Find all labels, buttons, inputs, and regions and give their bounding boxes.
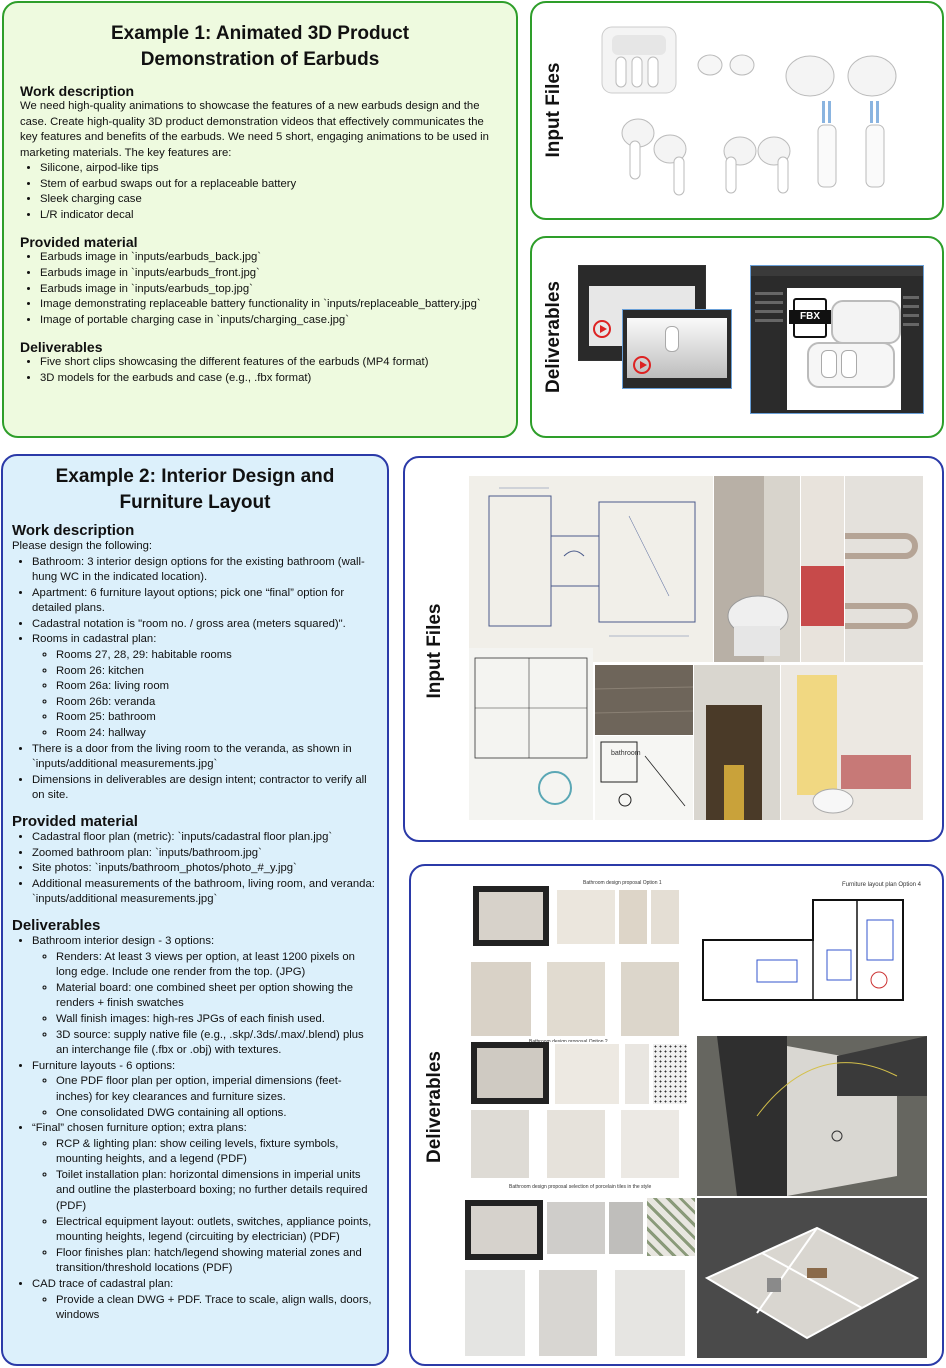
bathroom-photo-2 [801, 476, 844, 662]
bathroom-photo-3 [845, 476, 923, 662]
floor-tile-photo [595, 665, 693, 735]
play-icon [593, 320, 611, 338]
ex2-input-files-label: Input Files [424, 603, 445, 699]
list-item: • Five short clips showcasing the different features of the earbuds (MP4 format) [40, 355, 500, 371]
bathroom-option-1-board: Bathroom design proposal Option 1 [469, 880, 695, 1036]
furniture-layout-plan: Furniture layout plan Option 4 [697, 880, 927, 1040]
ex2-deliverables-panel [409, 864, 944, 1366]
ex2-input-files-panel [403, 456, 944, 842]
example1-title: Example 1: Animated 3D Product Demonstration of Earbuds [110, 23, 410, 70]
ex2-provided-list [12, 830, 378, 908]
list-item: ◦ RCP & lighting plan: show ceiling levels, fixture symbols, mounting heights, and a legend (PDF) [56, 1137, 378, 1168]
list-item: • Cadastral floor plan (metric): `inputs/cadastral floor plan.jpg` [32, 830, 378, 846]
list-item: • Bathroom interior design - 3 options: ◦ Renders: At least 3 views per option, at least 1200 pixels on long edge. Include one render from the top. (JPG) ◦ Material board: one combined sheet per option showing the renders + finish swatches ◦ Wall finish images: high-res JPGs of each finish used. ◦ 3D source: supply native file (e.g., .skp/.3ds/.max/.blend) plus an interchange file (.fbx or .obj) with textures. [32, 934, 378, 1059]
list-item: • There is a door from the living room to the veranda, as shown in `inputs/additional measurements.jpg` [32, 742, 378, 773]
list-item: • Site photos: `inputs/bathroom_photos/photo_#_y.jpg` [32, 861, 378, 877]
example1-panel [2, 1, 518, 438]
list-item: ◦ Renders: At least 3 views per option, at least 1200 pixels on long edge. Include one render from the top. (JPG) [56, 950, 378, 981]
example2-panel [1, 454, 389, 1366]
ex2-deliverables-heading: Deliverables [12, 916, 101, 934]
list-item: • Zoomed bathroom plan: `inputs/bathroom.jpg` [32, 846, 378, 862]
ex2-provided-heading: Provided material [12, 813, 138, 830]
list-item: ◦ Floor finishes plan: hatch/legend showing material zones and transition/threshold locations (PDF) [56, 1246, 378, 1277]
ex1-deliverables-panel [530, 236, 944, 438]
video-thumbnail-2 [622, 309, 732, 389]
ex2-deliverables-label: Deliverables [424, 1051, 445, 1163]
ex1-deliverables-list [20, 355, 500, 386]
ex1-work-text: We need high-quality animations to showcase the features of a new earbuds design and the case. Create high-quality 3D product demonstration videos that effectively communicates the key features and benefits of the earbuds. We need 5 short, engaging animations to be used in marketing materials. The key features are: [20, 100, 489, 159]
earbuds-images [600, 21, 940, 211]
list-item: • Dimensions in deliverables are design intent; contractor to verify all on site. [32, 773, 378, 804]
list-item: ◦ Provide a clean DWG + PDF. Trace to scale, align walls, doors, windows [56, 1293, 378, 1324]
3d-apartment-model [697, 1198, 927, 1358]
bathroom-photo-1 [714, 476, 800, 662]
list-item: ◦ Rooms 27, 28, 29: habitable rooms [56, 648, 378, 664]
list-item: • Silicone, airpod-like tips [40, 161, 500, 177]
play-icon [633, 356, 651, 374]
bathtub-photo [781, 665, 923, 820]
ex1-input-files-panel [530, 1, 944, 220]
hallway-photo [694, 665, 780, 820]
list-item: • Stem of earbud swaps out for a replaceable battery [40, 177, 500, 193]
list-item: • Additional measurements of the bathroom, living room, and veranda: `inputs/additional measurements.jpg` [32, 877, 378, 908]
list-item: ◦ Room 24: hallway [56, 726, 378, 742]
list-item: • Earbuds image in `inputs/earbuds_front.jpg` [40, 266, 500, 282]
ex1-features-list [20, 161, 500, 223]
list-item: • CAD trace of cadastral plan: ◦ Provide a clean DWG + PDF. Trace to scale, align walls, doors, windows [32, 1277, 378, 1324]
list-item: ◦ One PDF floor plan per option, imperial dimensions (feet-inches) for key clearances and furniture sizes. [56, 1074, 378, 1105]
bathroom-option-3-board [463, 1198, 695, 1362]
bathroom-option-2-board: Bathroom design proposal selection of porcelain tiles in the style [469, 1042, 695, 1194]
fbx-file-icon [793, 298, 827, 338]
ex1-provided-list [20, 250, 500, 328]
ex2-work-intro: Please design the following: [12, 540, 153, 552]
list-item: ◦ 3D source: supply native file (e.g., .skp/.3ds/.max/.blend) plus an interchange file (.fbx or .obj) with textures. [56, 1028, 378, 1059]
sketch-label: bathroom [611, 750, 641, 757]
list-item: • “Final” chosen furniture option; extra plans: ◦ RCP & lighting plan: show ceiling levels, fixture symbols, mounting heights, and a legend (PDF) ◦ Toilet installation plan: horizontal dimensions in imperial units and outline the plasterboard boxing; no further details required (PDF) ◦ Electrical equipment layout: outlets, switches, appliance points, mounting heights, legend (circuiting by electrician) (PDF) ◦ Floor finishes plan: hatch/legend showing material zones and transition/threshold locations (PDF) [32, 1121, 378, 1277]
list-item: ◦ One consolidated DWG containing all options. [56, 1106, 378, 1122]
list-item: • Sleek charging case [40, 192, 500, 208]
ex2-deliverables-list [12, 934, 378, 1324]
list-item: ◦ Room 26b: veranda [56, 695, 378, 711]
list-item: ◦ Room 26: kitchen [56, 664, 378, 680]
list-item: • Image of portable charging case in `inputs/charging_case.jpg` [40, 313, 500, 329]
list-item: ◦ Wall finish images: high-res JPGs of each finish used. [56, 1012, 378, 1028]
ex1-deliverables-heading: Deliverables [20, 339, 103, 356]
list-item: • Rooms in cadastral plan: ◦ Rooms 27, 28, 29: habitable rooms ◦ Room 26: kitchen ◦ Room 26a: living room ◦ Room 26b: veranda ◦ Room 25: bathroom ◦ Room 24: hallway [32, 632, 378, 741]
floor-plan-sketch [469, 476, 713, 662]
list-item: • Earbuds image in `inputs/earbuds_back.jpg` [40, 250, 500, 266]
bathroom-sketch [595, 736, 693, 820]
list-item: • Image demonstrating replaceable battery functionality in `inputs/replaceable_battery.jpg` [40, 297, 500, 313]
list-item: ◦ Material board: one combined sheet per option showing the renders + finish swatches [56, 981, 378, 1012]
list-item: ◦ Room 25: bathroom [56, 710, 378, 726]
ex2-work-list [12, 555, 378, 805]
list-item: • Bathroom: 3 interior design options for the existing bathroom (wall-hung WC in the indicated location). [32, 555, 378, 586]
rooms-list [32, 648, 378, 742]
list-item: • 3D models for the earbuds and case (e.g., .fbx format) [40, 371, 500, 387]
ex1-input-files-label: Input Files [543, 62, 564, 158]
example2-title: Example 2: Interior Design and Furniture Layout [55, 466, 335, 513]
list-item: • Cadastral notation is "room no. / gross area (meters squared)". [32, 617, 378, 633]
3d-software-window [750, 265, 924, 414]
list-item: ◦ Toilet installation plan: horizontal dimensions in imperial units and outline the plasterboard boxing; no further details required (PDF) [56, 1168, 378, 1215]
ex1-deliverables-label: Deliverables [543, 281, 564, 393]
ex1-provided-heading: Provided material [20, 234, 138, 251]
ex2-work-heading: Work description [12, 522, 135, 539]
fbx-label: FBX [789, 310, 831, 324]
cadastral-plan [469, 648, 593, 820]
3d-bathroom-model [697, 1036, 927, 1196]
list-item: • Furniture layouts - 6 options: ◦ One PDF floor plan per option, imperial dimensions (feet-inches) for key clearances and furniture sizes. ◦ One consolidated DWG containing all options. [32, 1059, 378, 1121]
list-item: • L/R indicator decal [40, 208, 500, 224]
ex1-work-heading: Work description [20, 83, 135, 99]
list-item: ◦ Electrical equipment layout: outlets, switches, appliance points, mounting heights, legend (circuiting by electrician) (PDF) [56, 1215, 378, 1246]
list-item: • Apartment: 6 furniture layout options; pick one “final” option for detailed plans. [32, 586, 378, 617]
list-item: ◦ Room 26a: living room [56, 679, 378, 695]
list-item: • Earbuds image in `inputs/earbuds_top.jpg` [40, 282, 500, 298]
